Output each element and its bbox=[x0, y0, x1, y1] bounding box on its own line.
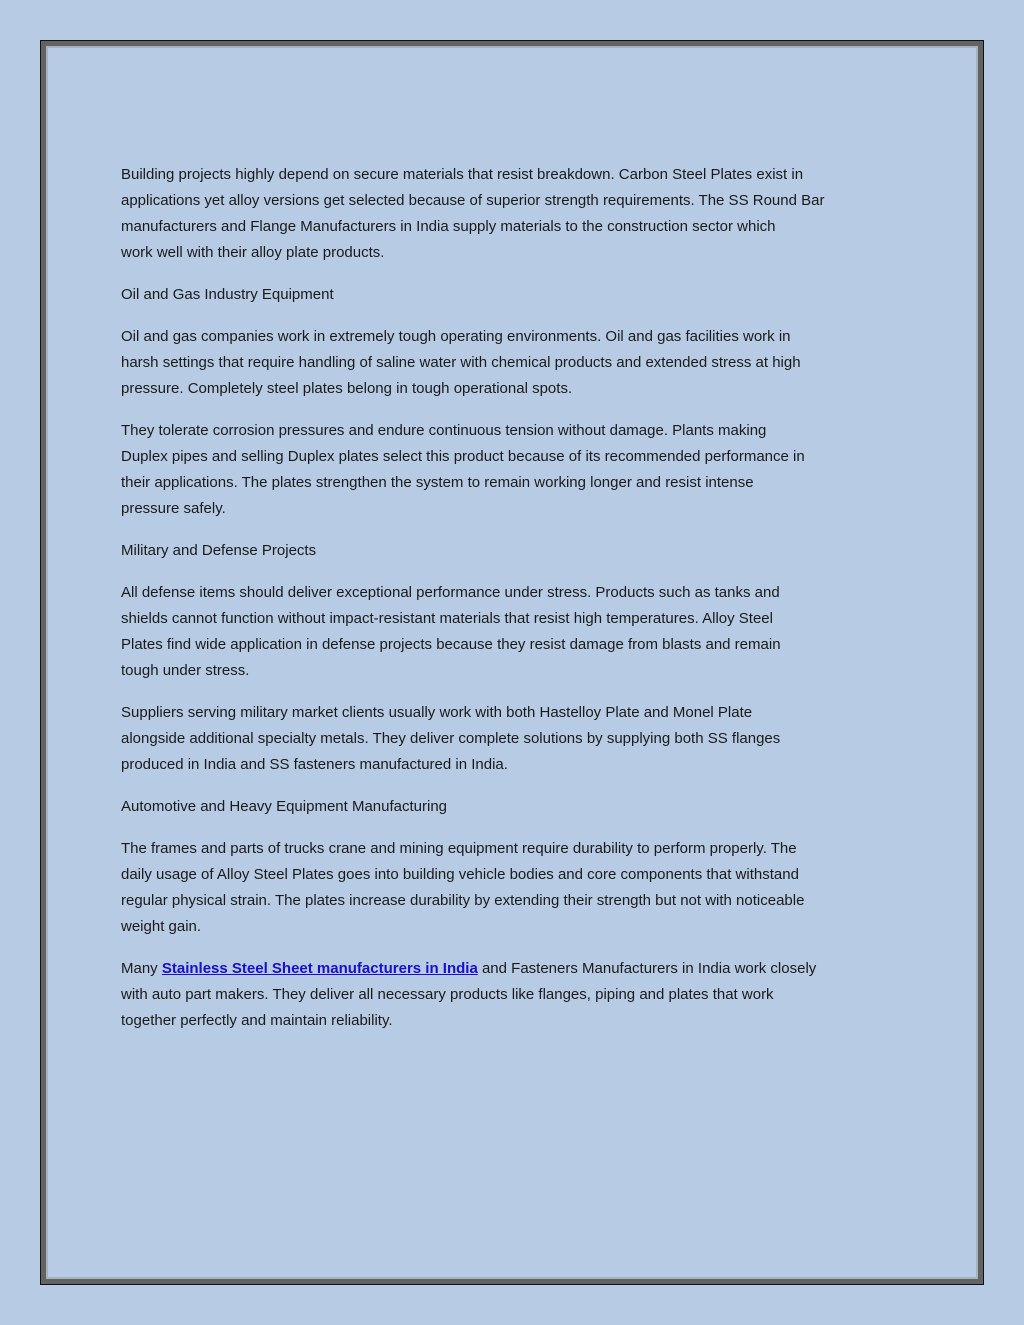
section-heading bbox=[121, 794, 921, 820]
document-body bbox=[121, 162, 921, 1050]
text-line: pressure safely. bbox=[121, 500, 226, 517]
text-line: harsh settings that require handling of saline water with chemical products and extended stress at high bbox=[121, 354, 801, 371]
text-line: daily usage of Alloy Steel Plates goes into building vehicle bodies and core components that withstand bbox=[121, 866, 799, 883]
paragraph bbox=[121, 324, 921, 402]
text-line: Military and Defense Projects bbox=[121, 542, 317, 559]
text-span: and Fasteners Manufacturers in India work closely bbox=[477, 960, 817, 977]
text-line: tough under stress. bbox=[121, 662, 250, 679]
text-line: together perfectly and maintain reliability. bbox=[121, 1012, 393, 1029]
paragraph bbox=[121, 700, 921, 778]
text-line: work well with their alloy plate products. bbox=[121, 244, 385, 261]
paragraph bbox=[121, 580, 921, 684]
text-line: manufacturers and Flange Manufacturers in India supply materials to the construction sector which bbox=[121, 218, 776, 235]
paragraph bbox=[121, 162, 921, 266]
text-line: regular physical strain. The plates increase durability by extending their strength but not with noticeable bbox=[121, 892, 805, 909]
text-line: their applications. The plates strengthen the system to remain working longer and resist intense bbox=[121, 474, 754, 491]
text-line: Oil and gas companies work in extremely tough operating environments. Oil and gas facilities work in bbox=[121, 328, 791, 345]
text-line: Suppliers serving military market clients usually work with both Hastelloy Plate and Monel Plate bbox=[121, 704, 753, 721]
text-line: with auto part makers. They deliver all necessary products like flanges, piping and plates that work bbox=[121, 986, 774, 1003]
text-line: pressure. Completely steel plates belong in tough operational spots. bbox=[121, 380, 573, 397]
text-line: Duplex pipes and selling Duplex plates select this product because of its recommended performance in bbox=[121, 448, 805, 465]
text-line: produced in India and SS fasteners manufactured in India. bbox=[121, 756, 508, 773]
text-line: Oil and Gas Industry Equipment bbox=[121, 286, 334, 303]
text-line: applications yet alloy versions get selected because of superior strength requirements. The SS Round Bar bbox=[121, 192, 825, 209]
paragraph-last bbox=[121, 956, 921, 1034]
section-heading bbox=[121, 538, 921, 564]
text-span: Many bbox=[121, 960, 162, 977]
text-line: They tolerate corrosion pressures and endure continuous tension without damage. Plants making bbox=[121, 422, 767, 439]
text-line: alongside additional specialty metals. They deliver complete solutions by supplying both SS flanges bbox=[121, 730, 781, 747]
paragraph bbox=[121, 836, 921, 940]
text-line: shields cannot function without impact-resistant materials that resist high temperatures. Alloy Steel bbox=[121, 610, 773, 627]
text-line: Automotive and Heavy Equipment Manufacturing bbox=[121, 798, 448, 815]
text-line: The frames and parts of trucks crane and mining equipment require durability to perform properly. The bbox=[121, 840, 797, 857]
stainless-steel-sheet-link[interactable]: Stainless Steel Sheet manufacturers in India bbox=[161, 960, 478, 977]
text-line bbox=[121, 956, 921, 982]
text-line: All defense items should deliver exceptional performance under stress. Products such as tanks and bbox=[121, 584, 780, 601]
text-line: Building projects highly depend on secure materials that resist breakdown. Carbon Steel Plates exist in bbox=[121, 166, 804, 183]
section-heading bbox=[121, 282, 921, 308]
paragraph bbox=[121, 418, 921, 522]
text-line: weight gain. bbox=[121, 918, 202, 935]
text-line: Plates find wide application in defense projects because they resist damage from blasts and remain bbox=[121, 636, 781, 653]
